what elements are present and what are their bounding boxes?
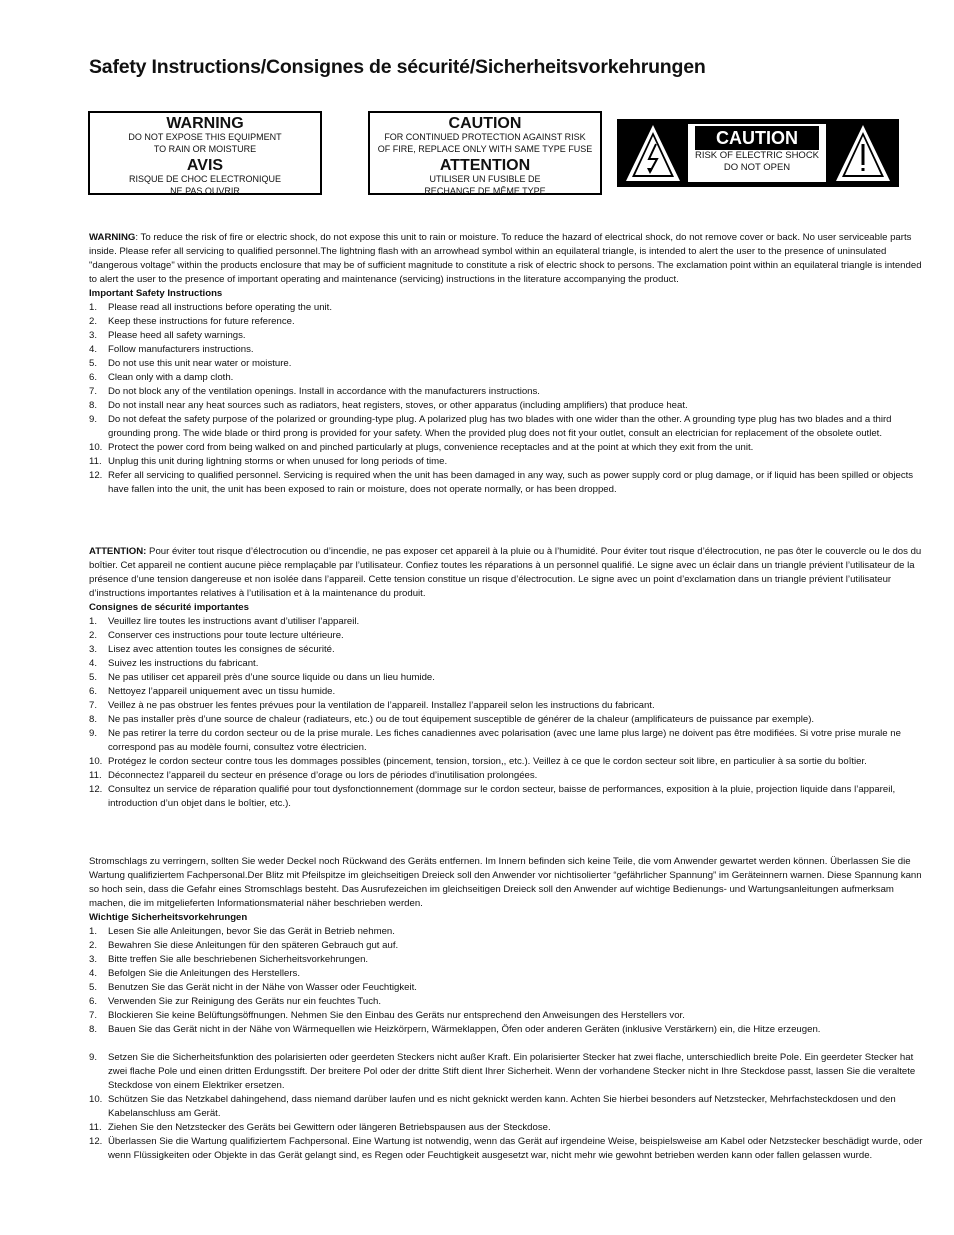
list-item bbox=[89, 783, 929, 811]
list-item-number: 2. bbox=[89, 940, 98, 951]
list-item-text: Befolgen Sie die Anleitungen des Herstellers. bbox=[108, 968, 300, 979]
list-item-text: Blockieren Sie keine Belüftungsöffnungen. Nehmen Sie den Einbau des Geräts nur entsprechend den Anweisungen des Herstellers vor. bbox=[108, 1010, 685, 1021]
list-item bbox=[89, 629, 929, 643]
list-item-number: 11. bbox=[89, 1122, 102, 1133]
caution-line-2: OF FIRE, REPLACE ONLY WITH SAME TYPE FUSE bbox=[377, 143, 593, 154]
list-item-text: Please heed all safety warnings. bbox=[108, 330, 246, 341]
list-item bbox=[89, 1121, 929, 1135]
warning-heading: WARNING bbox=[166, 115, 244, 132]
list-item-number: 1. bbox=[89, 926, 98, 937]
caution-fuse-label bbox=[368, 111, 602, 195]
list-item bbox=[89, 713, 929, 727]
list-item-text: Clean only with a damp cloth. bbox=[108, 372, 234, 383]
list-item bbox=[89, 455, 929, 469]
list-item bbox=[89, 615, 929, 629]
list-item-text: Do not use this unit near water or moisture. bbox=[108, 358, 292, 369]
caution-shock-heading: CAUTION bbox=[695, 126, 819, 150]
list-item bbox=[89, 1135, 929, 1163]
english-section bbox=[89, 231, 929, 497]
list-item-text: Ne pas utiliser cet appareil près d’une source liquide ou dans un lieu humide. bbox=[108, 672, 435, 683]
list-item-text: Please read all instructions before operating the unit. bbox=[108, 302, 332, 313]
list-item-text: Ziehen Sie den Netzstecker des Geräts bei Gewittern oder längeren Betriebspausen aus der Steckdose. bbox=[108, 1122, 551, 1133]
list-item-text: Consultez un service de réparation qualifié pour tout dysfonctionnement (dommage sur le cordon secteur, baisse de performances, exposition à la pluie, projection liquide dans l’appareil, introduction d’un objet dans le boîtier, etc.). bbox=[108, 784, 896, 809]
list-item-text: Do not defeat the safety purpose of the polarized or grounding-type plug. A polarized plug has two blades with one wider than the other. A grounding type plug has two blades and a third grounding prong. The wide blade or third prong is provided for your safety. When the provided plug does not fit your outlet, consult an electrician for replacement of the obsolete outlet. bbox=[108, 414, 892, 439]
list-item bbox=[89, 315, 929, 329]
list-item bbox=[89, 441, 929, 455]
list-item bbox=[89, 769, 929, 783]
list-item-number: 11. bbox=[89, 770, 102, 781]
list-item-number: 6. bbox=[89, 372, 98, 383]
caution-shock-line-2: DO NOT OPEN bbox=[723, 162, 791, 173]
list-item bbox=[89, 1023, 929, 1037]
list-item-text: Protégez le cordon secteur contre tous les dommages possibles (pincement, tension, torsion,, etc.). Veillez à ce que le cordon secteur soit libre, en particulier à sa sortie du boîtier. bbox=[108, 756, 867, 767]
attention-line-1: UTILISER UN FUSIBLE DE bbox=[429, 174, 541, 184]
list-item bbox=[89, 939, 929, 953]
list-item-number: 2. bbox=[89, 630, 98, 641]
list-item bbox=[89, 981, 929, 995]
list-item-number: 9. bbox=[89, 728, 98, 739]
list-item bbox=[89, 671, 929, 685]
german-list-continued bbox=[89, 1051, 929, 1163]
list-item-number: 9. bbox=[89, 414, 98, 425]
list-item-text: Verwenden Sie zur Reinigung des Geräts nur ein feuchtes Tuch. bbox=[108, 996, 382, 1007]
list-item bbox=[89, 329, 929, 343]
german-subheading: Wichtige Sicherheitsvorkehrungen bbox=[89, 912, 248, 923]
list-item bbox=[89, 699, 929, 713]
list-item-number: 8. bbox=[89, 1024, 98, 1035]
list-item-number: 3. bbox=[89, 954, 98, 965]
list-item-number: 5. bbox=[89, 358, 98, 369]
english-intro-text: : To reduce the risk of fire or electric shock, do not expose this unit to rain or moisture. To reduce the hazard of electrical shock, do not remove cover or back. No user serviceable parts inside. Please refer all servicing to qualified personnel.The lightning flash with an arrowhead symbol within an equilateral triangle, is intended to alert the user to the presence of uninsulated "dangerous voltage" within the products enclosure that may be of sufficient magnitude to constitute a risk of electric shock to persons. The exclamation point within an equilateral triangle is intended to alert the user to the presence of important operating and maintenance (servicing) instructions in the literature accompanying the product. bbox=[89, 232, 922, 285]
list-item-number: 12. bbox=[89, 470, 103, 481]
list-item-number: 5. bbox=[89, 672, 98, 683]
list-item bbox=[89, 1051, 929, 1093]
french-intro bbox=[89, 545, 929, 601]
list-item-text: Protect the power cord from being walked on and pinched particularly at plugs, convenience receptacles and at the point at which they exit from the unit. bbox=[108, 442, 754, 453]
avis-line-2: NE PAS OUVRIR bbox=[170, 185, 240, 196]
french-section bbox=[89, 545, 929, 811]
list-item-number: 1. bbox=[89, 302, 98, 313]
german-list-gap bbox=[89, 1037, 929, 1051]
english-intro bbox=[89, 231, 929, 287]
list-item bbox=[89, 301, 929, 315]
list-item-number: 11. bbox=[89, 456, 102, 467]
german-intro: Stromschlags zu verringern, sollten Sie weder Deckel noch Rückwand des Geräts entfernen. Im Innern befinden sich keine Teile, die vom Anwender gewartet werden können. Überlassen Sie die Wartung qualifiziertem Fachpersonal.Der Blitz mit Pfeilspitze im gleichseitigen Dreieck soll den Anwender vor nichtisolierter “gefährlicher Spannung” im Geräteinnern warnen. Diese Spannung kann so hoch sein, dass die Gefahr eines Stromschlags besteht. Das Ausrufezeichen im gleichseitigen Dreieck soll den Anwender auf wichtige Bedienungs- und Wartungsanleitungen aufmerksam machen, die im mitgelieferten Informationsmaterial näher beschrieben werden. bbox=[89, 856, 922, 909]
warning-line-1: DO NOT EXPOSE THIS EQUIPMENT bbox=[128, 132, 282, 142]
warning-label bbox=[88, 111, 322, 195]
list-item-text: Lisez avec attention toutes les consignes de sécurité. bbox=[108, 644, 335, 655]
french-subheading: Consignes de sécurité importantes bbox=[89, 602, 249, 613]
list-item bbox=[89, 399, 929, 413]
list-item-number: 8. bbox=[89, 714, 98, 725]
list-item bbox=[89, 1009, 929, 1023]
list-item-text: Conserver ces instructions pour toute lecture ultérieure. bbox=[108, 630, 344, 641]
list-item bbox=[89, 727, 929, 755]
list-item bbox=[89, 967, 929, 981]
list-item-text: Unplug this unit during lightning storms or when unused for long periods of time. bbox=[108, 456, 448, 467]
list-item bbox=[89, 1093, 929, 1121]
list-item-text: Keep these instructions for future reference. bbox=[108, 316, 295, 327]
list-item bbox=[89, 469, 929, 497]
french-list bbox=[89, 615, 929, 811]
list-item-number: 6. bbox=[89, 996, 98, 1007]
list-item-text: Überlassen Sie die Wartung qualifiziertem Fachpersonal. Eine Wartung ist notwendig, wenn das Gerät auf irgendeine Weise, beispielsweise am Kabel oder Netzstecker beschädigt wurde, oder wenn Flüssigkeiten oder Objekte in das Gerät gelangt sind, es Regen oder Feuchtigkeit ausgesetzt war, nicht mehr wie gewohnt betrieben werden kann oder fallen gelassen wurde. bbox=[108, 1136, 923, 1161]
list-item-number: 10. bbox=[89, 1094, 103, 1105]
list-item-number: 10. bbox=[89, 756, 103, 767]
list-item-text: Ne pas installer près d’une source de chaleur (radiateurs, etc.) ou de tout équipement susceptible de générer de la chaleur (amplificateurs de puissance par exemple). bbox=[108, 714, 815, 725]
list-item-text: Veuillez lire toutes les instructions avant d’utiliser l’appareil. bbox=[108, 616, 360, 627]
list-item-text: Follow manufacturers instructions. bbox=[108, 344, 254, 355]
list-item bbox=[89, 413, 929, 441]
caution-shock-line-1: RISK OF ELECTRIC SHOCK bbox=[694, 150, 820, 161]
list-item-number: 4. bbox=[89, 968, 98, 979]
list-item-number: 3. bbox=[89, 644, 98, 655]
list-item-text: Do not install near any heat sources such as radiators, heat registers, stoves, or other apparatus (including amplifiers) that produce heat. bbox=[108, 400, 688, 411]
list-item-number: 12. bbox=[89, 784, 103, 795]
list-item-number: 4. bbox=[89, 344, 98, 355]
list-item-number: 2. bbox=[89, 316, 98, 327]
list-item-number: 12. bbox=[89, 1136, 103, 1147]
list-item bbox=[89, 685, 929, 699]
caution-shock-label bbox=[617, 119, 899, 187]
warning-line-2: TO RAIN OR MOISTURE bbox=[153, 143, 257, 154]
french-lead: ATTENTION: bbox=[89, 546, 147, 557]
list-item-text: Nettoyez l’appareil uniquement avec un tissu humide. bbox=[108, 686, 336, 697]
list-item bbox=[89, 657, 929, 671]
list-item-text: Schützen Sie das Netzkabel dahingehend, dass niemand darüber laufen und es nicht geknickt werden kann. Achten Sie hierbei besonders auf Netzstecker, Mehrfachsteckdosen und den Kabelanschluss am Gerät. bbox=[108, 1094, 896, 1119]
list-item-number: 7. bbox=[89, 386, 98, 397]
list-item-text: Lesen Sie alle Anleitungen, bevor Sie das Gerät in Betrieb nehmen. bbox=[108, 926, 395, 937]
german-list bbox=[89, 925, 929, 1037]
list-item bbox=[89, 343, 929, 357]
list-item-number: 1. bbox=[89, 616, 98, 627]
list-item-text: Ne pas retirer la terre du cordon secteur ou de la prise murale. Les fiches canadiennes avec polarisation (avec une lame plus large) ne doivent pas être modifiées. Si votre prise murale ne correspond pas au modèle fourni, consultez votre électricien. bbox=[108, 728, 901, 753]
list-item-number: 7. bbox=[89, 1010, 98, 1021]
list-item bbox=[89, 357, 929, 371]
caution-line-1: FOR CONTINUED PROTECTION AGAINST RISK bbox=[384, 132, 586, 142]
french-intro-text: Pour éviter tout risque d’électrocution ou d’incendie, ne pas exposer cet appareil à la pluie ou à l’humidité. Pour éviter tout risque d’électrocution, ne pas ôter le couvercle ou le dos du boîtier. Cet appareil ne contient aucune pièce remplaçable par l’utilisateur. Confiez toutes les réparations à un personnel qualifié. Le signe avec un éclair dans un triangle prévient l’utilisateur de la présence d’une tension dangereuse et non isolée dans l’appareil. Cette tension constitue un risque d’électrocution. Le signe avec un point d’exclamation dans un triangle prévient l’utilisateur d’instructions importantes relatives à l’utilisation et à la maintenance du produit. bbox=[89, 546, 922, 599]
list-item-number: 3. bbox=[89, 330, 98, 341]
lightning-triangle-icon bbox=[623, 122, 683, 184]
list-item bbox=[89, 755, 929, 769]
exclamation-triangle-icon bbox=[833, 122, 893, 184]
list-item-number: 5. bbox=[89, 982, 98, 993]
list-item bbox=[89, 385, 929, 399]
list-item-text: Veillez à ne pas obstruer les fentes prévues pour la ventilation de l’appareil. Installez l’appareil selon les instructions du fabricant. bbox=[108, 700, 655, 711]
attention-heading: ATTENTION bbox=[439, 157, 531, 174]
list-item-number: 6. bbox=[89, 686, 98, 697]
list-item bbox=[89, 925, 929, 939]
page-title: Safety Instructions/Consignes de sécurité/Sicherheitsvorkehrungen bbox=[89, 56, 706, 78]
english-lead: WARNING bbox=[89, 232, 136, 243]
english-subheading: Important Safety Instructions bbox=[89, 288, 223, 299]
list-item-text: Bewahren Sie diese Anleitungen für den späteren Gebrauch gut auf. bbox=[108, 940, 399, 951]
caution-heading: CAUTION bbox=[448, 115, 522, 132]
list-item bbox=[89, 953, 929, 967]
list-item-number: 4. bbox=[89, 658, 98, 669]
list-item-text: Setzen Sie die Sicherheitsfunktion des polarisierten oder geerdeten Steckers nicht außer Kraft. Ein polarisierter Stecker hat zwei flache, unterschiedlich breite Pole. Ein geerdeter Stecker hat zwei flache Pole und einen dritten Erdungsstift. Der breitere Pol oder der dritte Stift dient Ihrer Sicherheit. Wenn der vorhandene Stecker nicht in Ihre Steckdose passt, lassen Sie die veraltete Steckdose von einem Elektriker ersetzen. bbox=[108, 1052, 916, 1091]
german-section bbox=[89, 855, 929, 1163]
list-item-text: Do not block any of the ventilation openings. Install in accordance with the manufacturers instructions. bbox=[108, 386, 540, 397]
list-item-text: Benutzen Sie das Gerät nicht in der Nähe von Wasser oder Feuchtigkeit. bbox=[108, 982, 417, 993]
list-item-number: 10. bbox=[89, 442, 103, 453]
list-item-number: 8. bbox=[89, 400, 98, 411]
caution-shock-panel bbox=[688, 124, 826, 182]
list-item-number: 7. bbox=[89, 700, 98, 711]
list-item bbox=[89, 995, 929, 1009]
list-item bbox=[89, 371, 929, 385]
list-item bbox=[89, 643, 929, 657]
list-item-number: 9. bbox=[89, 1052, 98, 1063]
avis-line-1: RISQUE DE CHOC ELECTRONIQUE bbox=[128, 174, 282, 184]
list-item-text: Bitte treffen Sie alle beschriebenen Sicherheitsvorkehrungen. bbox=[108, 954, 369, 965]
english-list bbox=[89, 301, 929, 497]
list-item-text: Déconnectez l’appareil du secteur en présence d’orage ou lors de périodes d’inutilisation prolongées. bbox=[108, 770, 538, 781]
list-item-text: Suivez les instructions du fabricant. bbox=[108, 658, 259, 669]
attention-line-2: RECHANGE DE MÊME TYPE bbox=[424, 185, 546, 196]
avis-heading: AVIS bbox=[186, 157, 224, 174]
list-item-text: Bauen Sie das Gerät nicht in der Nähe von Wärmequellen wie Heizkörpern, Wärmeklappen, Öfen oder anderen Geräten (inklusive Verstärkern) ein, die Hitze erzeugen. bbox=[108, 1024, 821, 1035]
list-item-text: Refer all servicing to qualified personnel. Servicing is required when the unit has been damaged in any way, such as power supply cord or plug damage, or if liquid has been spilled or objects have fallen into the unit, the unit has been exposed to rain or moisture, does not operate normally, or has been dropped. bbox=[108, 470, 914, 495]
